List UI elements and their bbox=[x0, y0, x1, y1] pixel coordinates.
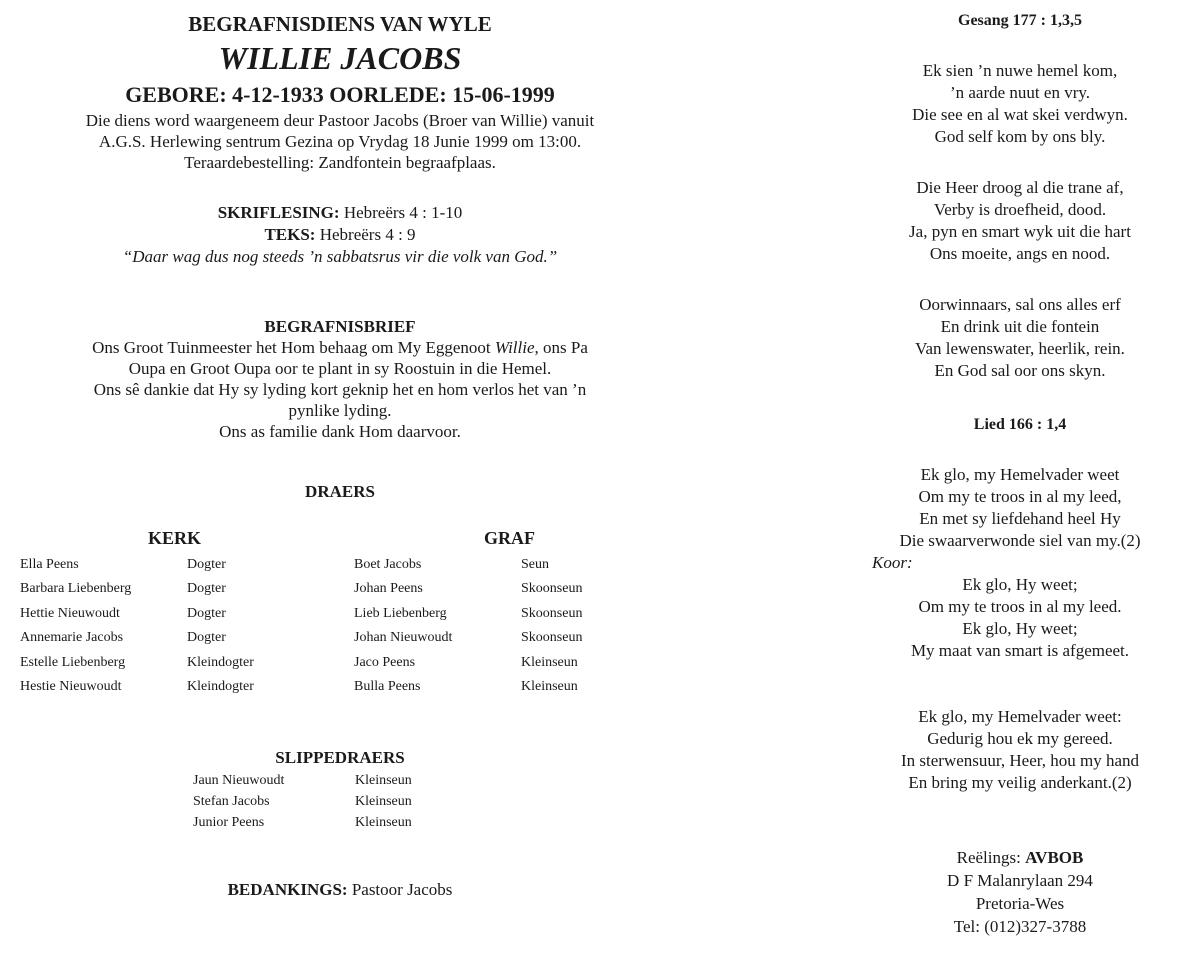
bearer-relation: Skoonseun bbox=[521, 581, 583, 597]
deceased-name: WILLIE JACOBS bbox=[218, 40, 462, 76]
verse-line: Van lewenswater, heerlik, rein. bbox=[915, 339, 1125, 358]
service-info-line: Die diens word waargeneem deur Pastoor Jacobs (Broer van Willie) vanuit bbox=[85, 111, 595, 130]
letter-line: Ons as familie dank Hom daarvoor. bbox=[219, 422, 461, 441]
table-row bbox=[354, 577, 654, 601]
bearer-relation: Kleinseun bbox=[521, 654, 578, 670]
scripture-reading bbox=[0, 202, 680, 268]
verse-line: Gedurig hou ek my gereed. bbox=[927, 729, 1113, 748]
bearer-relation: Seun bbox=[521, 557, 549, 572]
funeral-arrangements bbox=[840, 846, 1200, 938]
thanks-value: Pastoor Jacobs bbox=[347, 880, 453, 899]
bearer-relation: Kleinseun bbox=[355, 794, 412, 809]
letter-line: pynlike lyding. bbox=[288, 401, 392, 420]
kerk-heading: KERK bbox=[148, 528, 202, 548]
scripture-quote: “Daar wag dus nog steeds ’n sabbatsrus vir die volk van God.” bbox=[122, 247, 558, 266]
birth-death-dates: GEBORE: 4-12-1933 OORLEDE: 15-06-1999 bbox=[125, 82, 555, 107]
table-row bbox=[354, 626, 654, 650]
bearer-name: Annemarie Jacobs bbox=[20, 630, 124, 646]
hymn2-verse bbox=[840, 706, 1200, 794]
arrangements-phone: Tel: (012)327-3788 bbox=[953, 917, 1087, 936]
thanks-label: BEDANKINGS: bbox=[227, 880, 348, 899]
verse-line: Om my te troos in al my leed. bbox=[918, 597, 1122, 616]
letter-line bbox=[0, 337, 680, 358]
bearer-name: Jaco Peens bbox=[354, 654, 416, 670]
bearer-name: Bulla Peens bbox=[354, 678, 421, 694]
service-info-line: Teraardebestelling: Zandfontein begraafplaas. bbox=[184, 153, 496, 172]
verse-line: En met sy liefdehand heel Hy bbox=[919, 509, 1121, 528]
arrangements-area: Pretoria-Wes bbox=[975, 894, 1065, 913]
arrangements-company: AVBOB bbox=[1025, 848, 1084, 867]
graf-bearers-table bbox=[354, 553, 654, 699]
table-row bbox=[20, 626, 320, 650]
kerk-bearers-table bbox=[20, 553, 320, 699]
verse-line: Verby is droefheid, dood. bbox=[933, 200, 1107, 219]
bearer-relation: Kleinseun bbox=[355, 773, 412, 788]
verse-line: Ek glo, Hy weet; bbox=[962, 619, 1078, 638]
bearer-name: Ella Peens bbox=[20, 557, 79, 572]
table-row bbox=[20, 577, 320, 601]
bearer-name: Stefan Jacobs bbox=[193, 794, 270, 809]
hymn2-verse: Ek glo, my Hemelvader weet Om my te troos in al my leed, En met sy liefdehand heel Hy Die swaarverwonde siel van my.(2) Koor: Ek glo, Hy weet; Om my te troos in al my leed. Ek glo, Hy weet; My maat van smart is afgemeet. bbox=[840, 464, 1200, 662]
table-row bbox=[354, 651, 654, 675]
bearer-relation: Skoonseun bbox=[521, 605, 583, 621]
thanks-line bbox=[0, 880, 680, 900]
verse-line: En drink uit die fontein bbox=[940, 317, 1100, 336]
graf-heading: GRAF bbox=[484, 528, 535, 548]
verse-line: Ons moeite, angs en nood. bbox=[929, 244, 1111, 263]
bearer-relation: Dogter bbox=[187, 605, 226, 621]
draers-heading: DRAERS bbox=[305, 482, 375, 501]
scripture-line bbox=[0, 202, 680, 224]
funeral-letter bbox=[0, 316, 680, 442]
verse-line: Oorwinnaars, sal ons alles erf bbox=[919, 295, 1121, 314]
verse-line: ’n aarde nuut en vry. bbox=[949, 83, 1091, 102]
verse-line: Ek sien ’n nuwe hemel kom, bbox=[922, 61, 1118, 80]
scripture-label: SKRIFLESING: bbox=[217, 203, 340, 222]
bearer-relation: Kleinseun bbox=[521, 678, 578, 694]
verse-line: God self kom by ons bly. bbox=[934, 127, 1106, 146]
verse-line: Ja, pyn en smart wyk uit die hart bbox=[909, 222, 1131, 241]
bearer-relation: Kleindogter bbox=[187, 678, 254, 694]
letter-line: Ons sê dankie dat Hy sy lyding kort geknip het en hom verlos het van ’n bbox=[93, 380, 587, 399]
hymn1-verse bbox=[840, 177, 1200, 265]
table-row bbox=[354, 553, 654, 577]
bearer-name: Junior Peens bbox=[193, 815, 265, 830]
bearer-name: Boet Jacobs bbox=[354, 557, 422, 572]
table-row bbox=[20, 675, 320, 699]
bearer-relation: Dogter bbox=[187, 630, 226, 646]
bearer-relation: Dogter bbox=[187, 581, 226, 597]
verse-line: Die Heer droog al die trane af, bbox=[916, 178, 1124, 197]
hymn2-heading: Lied 166 : 1,4 bbox=[973, 416, 1067, 433]
text-value: Hebreërs 4 : 9 bbox=[315, 225, 416, 244]
bearer-name: Estelle Liebenberg bbox=[20, 654, 126, 670]
verse-line: Om my te troos in al my leed, bbox=[918, 487, 1122, 506]
bearer-name: Jaun Nieuwoudt bbox=[193, 773, 285, 788]
verse-line: En God sal oor ons skyn. bbox=[934, 361, 1106, 380]
arrangements-line bbox=[840, 846, 1200, 869]
text-label: TEKS: bbox=[264, 225, 316, 244]
letter-line-text: Ons Groot Tuinmeester het Hom behaag om My Eggenoot bbox=[92, 338, 495, 357]
table-row bbox=[20, 553, 320, 577]
bearer-name: Johan Nieuwoudt bbox=[354, 630, 453, 646]
verse-line: My maat van smart is afgemeet. bbox=[910, 641, 1130, 660]
slippedraers-heading: SLIPPEDRAERS bbox=[275, 748, 405, 767]
bearer-name: Barbara Liebenberg bbox=[20, 581, 132, 597]
letter-line-text: , ons Pa bbox=[534, 338, 588, 357]
verse-line: En bring my veilig anderkant.(2) bbox=[908, 773, 1132, 792]
verse-line: Ek glo, my Hemelvader weet: bbox=[918, 707, 1122, 726]
scripture-value: Hebreërs 4 : 1-10 bbox=[339, 203, 463, 222]
bearer-name: Lieb Liebenberg bbox=[354, 605, 447, 621]
bearer-name: Johan Peens bbox=[354, 581, 423, 597]
verse-line: In sterwensuur, Heer, hou my hand bbox=[901, 751, 1139, 770]
verse-line: Die swaarverwonde siel van my.(2) bbox=[899, 531, 1141, 550]
letter-heading: BEGRAFNISBRIEF bbox=[264, 317, 416, 336]
service-info bbox=[0, 110, 680, 173]
table-row bbox=[354, 675, 654, 699]
arrangements-label: Reëlings: bbox=[956, 848, 1026, 867]
hymn1-verse bbox=[840, 60, 1200, 148]
arrangements-address: D F Malanrylaan 294 bbox=[947, 871, 1093, 890]
hymn1-verse bbox=[840, 294, 1200, 382]
hymn1-heading: Gesang 177 : 1,3,5 bbox=[958, 12, 1082, 29]
table-row bbox=[354, 602, 654, 626]
bearer-relation: Kleinseun bbox=[355, 815, 412, 830]
text-line bbox=[0, 224, 680, 246]
letter-line: Oupa en Groot Oupa oor te plant in sy Roostuin in die Hemel. bbox=[128, 359, 552, 378]
table-row bbox=[20, 602, 320, 626]
bearer-name: Hestie Nieuwoudt bbox=[20, 678, 122, 694]
table-row bbox=[20, 651, 320, 675]
service-info-line: A.G.S. Herlewing sentrum Gezina op Vrydag 18 Junie 1999 om 13:00. bbox=[98, 132, 582, 151]
verse-line: Ek glo, my Hemelvader weet bbox=[920, 465, 1120, 484]
verse-line: Die see en al wat skei verdwyn. bbox=[912, 105, 1128, 124]
verse-line: Ek glo, Hy weet; bbox=[962, 575, 1078, 594]
letter-name: Willie bbox=[494, 338, 535, 357]
bearer-relation: Dogter bbox=[187, 557, 226, 572]
bearer-relation: Skoonseun bbox=[521, 630, 583, 646]
service-title: BEGRAFNISDIENS VAN WYLE bbox=[188, 12, 492, 36]
bearer-relation: Kleindogter bbox=[187, 654, 254, 670]
bearer-name: Hettie Nieuwoudt bbox=[20, 605, 120, 621]
